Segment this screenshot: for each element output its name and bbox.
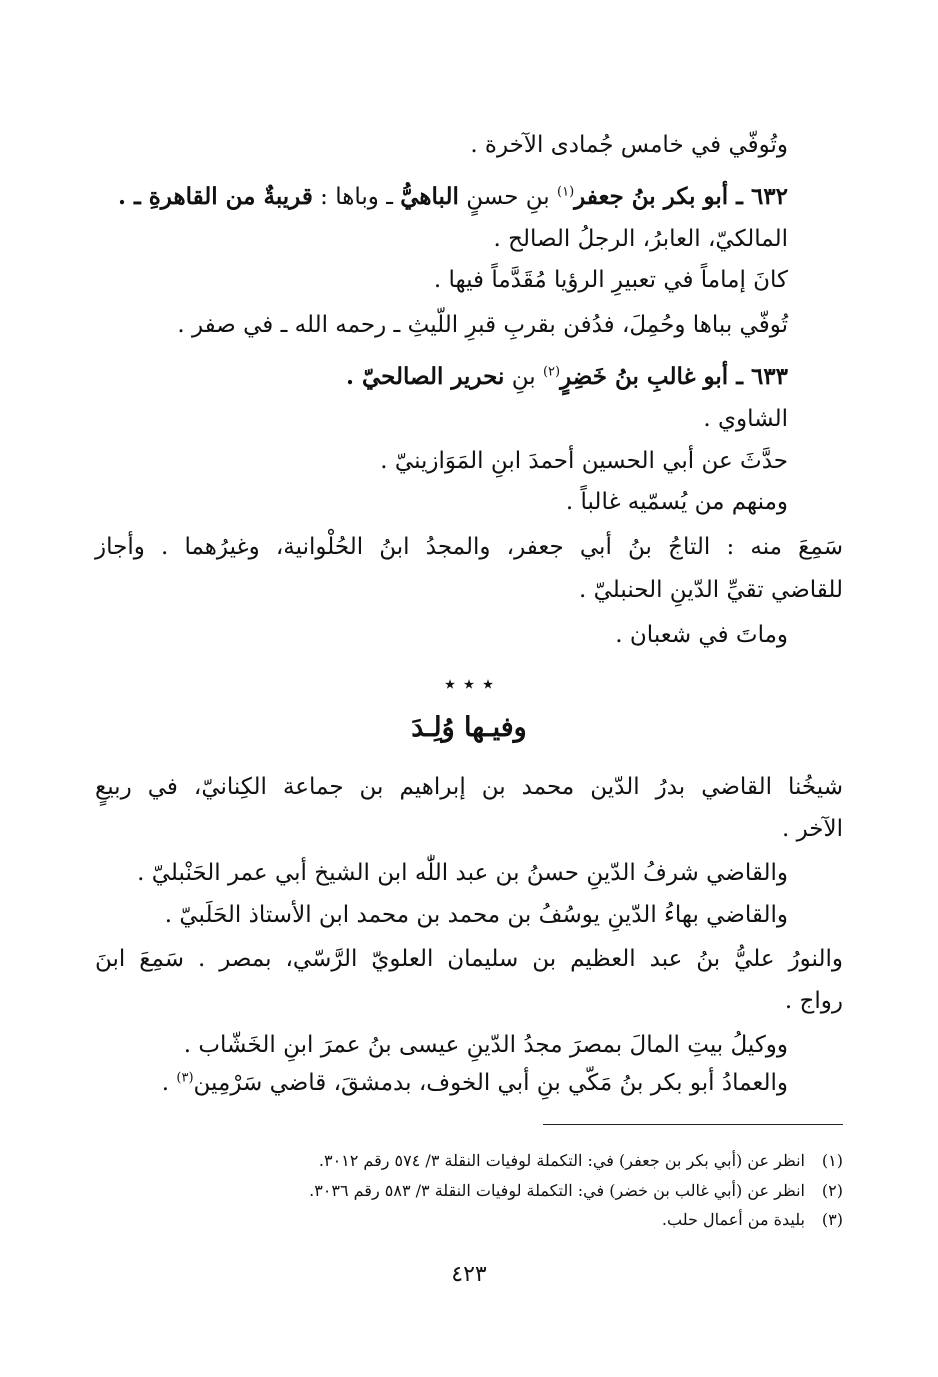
entry-633-tail: نحرير الصالحيّ . — [345, 363, 505, 390]
section-heading: وفيـها وُلِـدَ — [411, 712, 527, 743]
text-line — [95, 1066, 788, 1100]
birth-line-text: والعمادُ أبو بكر بنُ مَكّي بنِ أبي الخوف، بدمشقَ، قاضي سَرْمِين — [193, 1070, 788, 1096]
entry-632-place: قريبةٌ من القاهرةِ ـ . — [117, 183, 313, 210]
footnote-text: انظر عن (أبي بكر بن جعفر) في: التكملة لوفيات النقلة ٣/ ٥٧٤ رقم ٣٠١٢. — [318, 1151, 805, 1170]
text-line: الشاوي . — [703, 406, 788, 432]
text-line: سَمِعَ منه : التاجُ بنُ أبي جعفر، والمجدُ ابنُ الحُلْوانية، وغيرُهما . وأجاز — [95, 534, 843, 560]
text-line: المالكيّ، العابرُ، الرجلُ الصالح . — [493, 226, 788, 252]
footnote-ref-3[interactable]: (٣) — [176, 1070, 194, 1086]
text-line: والقاضي بهاءُ الدّينِ يوسُفُ بن محمد بن محمد ابن الأستاذ الحَلَبيّ . — [164, 902, 788, 928]
entry-633-title — [95, 360, 788, 394]
text-line: شيخُنا القاضي بدرُ الدّين محمد بن إبراهيم بن جماعة الكِنانيّ، في ربيعٍ — [95, 774, 843, 800]
footnote-number: (٢) — [821, 1181, 843, 1200]
entry-632-title — [95, 180, 788, 214]
footnote — [95, 1207, 843, 1233]
section-separator: ٭ ٭ ٭ — [444, 672, 494, 697]
text-line: كانَ إماماً في تعبيرِ الرؤيا مُقَدَّماً فيها . — [433, 267, 788, 293]
footnote-number: (٣) — [821, 1210, 843, 1229]
text-line: ووكيلُ بيتِ المالَ بمصرَ مجدُ الدّينِ عيسى بنُ عمرَ ابنِ الخَشّاب . — [183, 1032, 788, 1058]
entry-632-nisba: الباهيُّ — [400, 183, 459, 210]
text-line: رواج . — [784, 988, 843, 1014]
footnote — [95, 1178, 843, 1204]
text-line: للقاضي تقيِّ الدّينِ الحنبليّ . — [578, 577, 843, 603]
entry-633-head: ٦٣٣ ـ أبو غالبِ بنُ خَضِرٍ — [560, 363, 788, 390]
text-line: وماتَ في شعبان . — [615, 622, 788, 648]
footnote-ref-2[interactable]: (٢) — [542, 364, 561, 380]
footnote-text: بليدة من أعمال حلب. — [661, 1210, 805, 1229]
birth-line-end: . — [161, 1070, 177, 1096]
text-line: تُوفّي بباها وحُمِلَ، فدُفن بقربِ قبرِ اللّيثِ ـ رحمه الله ـ في صفر . — [177, 312, 788, 338]
footnote-number: (١) — [821, 1151, 843, 1170]
footnote — [95, 1148, 843, 1174]
entry-632-head: ٦٣٢ ـ أبو بكر بنُ جعفر — [574, 183, 788, 210]
text-line: حدَّثَ عن أبي الحسين أحمدَ ابنِ المَوَازينيّ . — [380, 448, 788, 474]
text-line: والنورُ عليُّ بنُ عبد العظيم بن سليمان العلويّ الرَّسّي، بمصر . سَمِعَ ابنَ — [95, 946, 843, 972]
text-line: والقاضي شرفُ الدّينِ حسنُ بن عبد اللّٰه ابن الشيخ أبي عمر الحَنْبليّ . — [137, 860, 788, 886]
footnote-ref-1[interactable]: (١) — [557, 184, 575, 200]
text-line: وتُوفّي في خامس جُمادى الآخرة . — [470, 132, 788, 158]
footnote-text: انظر عن (أبي غالب بن خضر) في: التكملة لوفيات النقلة ٣/ ٥٨٣ رقم ٣٠٣٦. — [309, 1181, 805, 1200]
text-line: الآخر . — [781, 816, 843, 842]
page-number: ٤٢٣ — [451, 1262, 487, 1287]
entry-632-mid: بنِ حسنٍ — [458, 184, 557, 210]
entry-632-dash: ـ وباها : — [312, 184, 401, 210]
text-line: ومنهم من يُسمّيه غالباً . — [565, 489, 788, 515]
footnote-divider — [543, 1124, 843, 1125]
entry-633-mid: بنِ — [504, 364, 543, 390]
